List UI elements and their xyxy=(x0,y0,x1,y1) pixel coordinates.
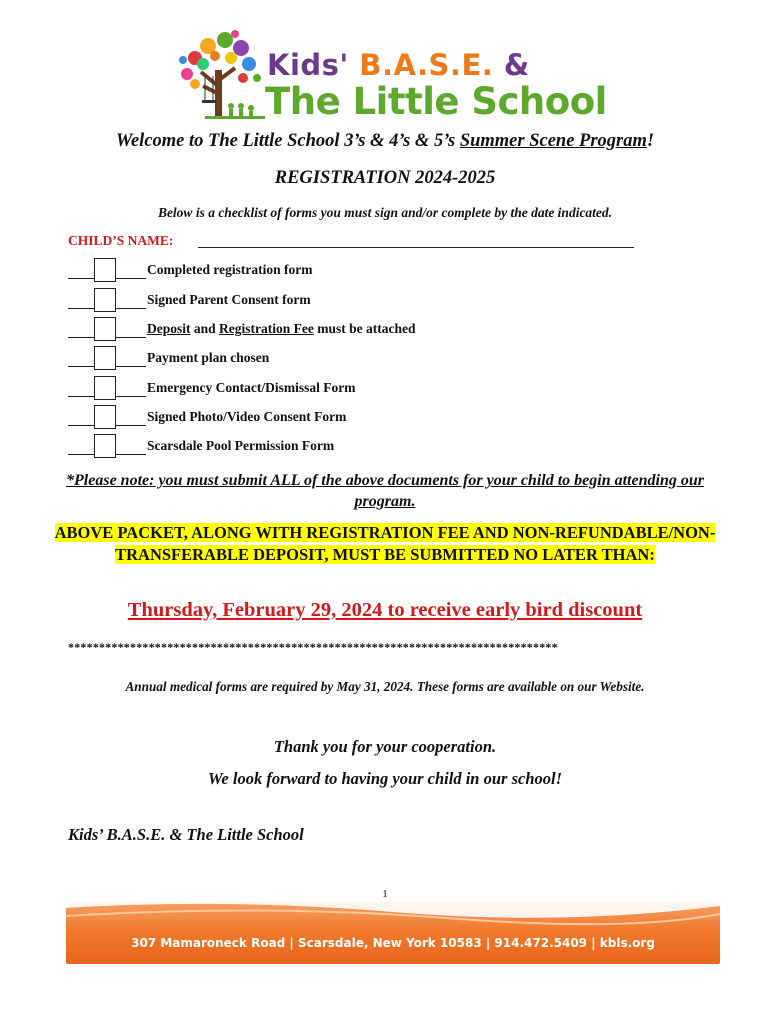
checklist-item-label: Scarsdale Pool Permission Form xyxy=(147,438,335,453)
logo-line-kids-base xyxy=(267,48,530,82)
tree-logo-icon xyxy=(175,28,271,124)
logo-kids-text: Kids' xyxy=(267,48,349,82)
logo-amp-text: & xyxy=(503,48,530,82)
title-suffix: ! xyxy=(646,131,655,151)
logo-little-school-text: The Little School xyxy=(265,80,607,123)
thank-you-text: Thank you for your cooperation. xyxy=(273,737,497,756)
checklist-item xyxy=(68,291,568,313)
look-forward-text: We look forward to having your child in our school! xyxy=(207,769,563,788)
attached-text: must be attached xyxy=(313,321,416,336)
checklist-item-label: Completed registration form xyxy=(147,262,313,277)
school-logo xyxy=(175,28,625,124)
deposit-text: Deposit xyxy=(147,321,191,336)
separator-line: ******************************************************************************* xyxy=(68,640,558,654)
footer-contact-info: 307 Mamaroneck Road | Scarsdale, New York 10583 | 914.472.5409 | kbls.org xyxy=(131,936,655,950)
footer-wave-icon xyxy=(66,902,720,932)
child-name-label: CHILD’S NAME: xyxy=(68,233,174,248)
checklist-item xyxy=(68,320,568,342)
checklist-item xyxy=(68,437,568,459)
footer-banner xyxy=(66,902,720,964)
checklist-intro: Below is a checklist of forms you must sign and/or complete by the date indicated. xyxy=(157,205,613,220)
medical-forms-note: Annual medical forms are required by May 31, 2024. These forms are available on our Website. xyxy=(125,679,645,694)
welcome-title xyxy=(0,131,770,152)
checklist-item xyxy=(68,379,568,401)
registration-heading: REGISTRATION 2024-2025 xyxy=(274,168,496,188)
checkbox[interactable] xyxy=(94,376,116,400)
checkbox[interactable] xyxy=(94,434,116,458)
checklist-item xyxy=(68,408,568,430)
checkbox[interactable] xyxy=(94,346,116,370)
checklist-item xyxy=(68,349,568,371)
packet-notice-text: ABOVE PACKET, ALONG WITH REGISTRATION FEE AND NON-REFUNDABLE/NON-TRANSFERABLE DEPOSIT, MUST BE SUBMITTED NO LATER THAN: xyxy=(54,523,716,564)
title-program: Summer Scene Program xyxy=(459,131,647,151)
registration-fee-text: Registration Fee xyxy=(219,321,314,336)
early-bird-deadline: Thursday, February 29, 2024 to receive early bird discount xyxy=(127,599,643,621)
checklist-item-label: Signed Photo/Video Consent Form xyxy=(147,409,347,424)
checkbox[interactable] xyxy=(94,317,116,341)
child-name-field[interactable] xyxy=(198,247,634,248)
title-prefix: Welcome to The Little School 3’s & 4’s & 5’s xyxy=(115,131,460,151)
page-number: 1 xyxy=(382,888,388,900)
checklist-item-label xyxy=(147,321,416,337)
logo-base-text: B.A.S.E. xyxy=(359,48,494,82)
checklist-item xyxy=(68,261,568,283)
checkbox[interactable] xyxy=(94,288,116,312)
checklist-item-label: Signed Parent Consent form xyxy=(147,292,311,307)
packet-notice xyxy=(40,522,730,566)
checklist-item-label: Payment plan chosen xyxy=(147,350,270,365)
submission-note: *Please note: you must submit ALL of the above documents for your child to begin attending our program. xyxy=(66,472,704,510)
and-text: and xyxy=(190,321,220,336)
checklist-item-label: Emergency Contact/Dismissal Form xyxy=(147,380,356,395)
checkbox[interactable] xyxy=(94,258,116,282)
school-signature: Kids’ B.A.S.E. & The Little School xyxy=(68,825,304,844)
checkbox[interactable] xyxy=(94,405,116,429)
